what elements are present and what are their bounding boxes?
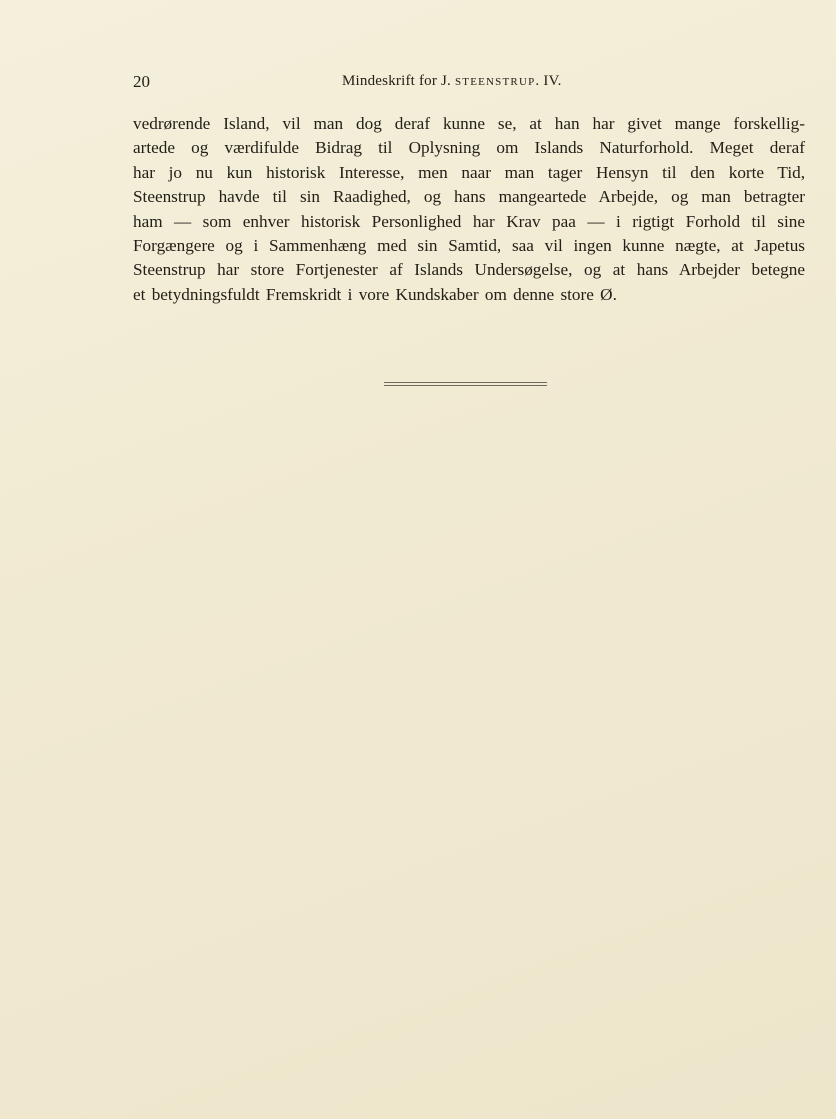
running-title-suffix: . IV. bbox=[535, 73, 562, 89]
body-paragraph bbox=[133, 112, 805, 307]
text-line: ham — som enhver historisk Personlighed har Krav paa — i rigtigt Forhold til sine bbox=[133, 211, 805, 231]
running-head bbox=[133, 72, 805, 94]
text-line: vedrørende Island, vil man dog deraf kunne se, at han har givet mange forskellig- bbox=[133, 114, 805, 133]
section-end-rule bbox=[384, 382, 547, 386]
text-line: et betydningsfuldt Fremskridt i vore Kundskaber om denne store Ø. bbox=[133, 284, 617, 304]
running-title bbox=[342, 73, 562, 90]
text-line: Steenstrup havde til sin Raadighed, og hans mangeartede Arbejde, og man betragter bbox=[133, 187, 805, 207]
text-line: artede og værdifulde Bidrag til Oplysning om Islands Naturforhold. Meget deraf bbox=[133, 138, 805, 158]
text-line: har jo nu kun historisk Interesse, men naar man tager Hensyn til den korte Tid, bbox=[133, 162, 805, 182]
running-title-name: STEENSTRUP bbox=[454, 76, 536, 88]
running-title-prefix: Mindeskrift for J. bbox=[342, 73, 455, 89]
page-number: 20 bbox=[133, 72, 150, 91]
text-line: Forgængere og i Sammenhæng med sin Samtid, saa vil ingen kunne nægte, at Japetus bbox=[133, 235, 805, 255]
text-line: Steenstrup har store Fortjenester af Islands Undersøgelse, og at hans Arbejder betegne bbox=[133, 260, 805, 280]
